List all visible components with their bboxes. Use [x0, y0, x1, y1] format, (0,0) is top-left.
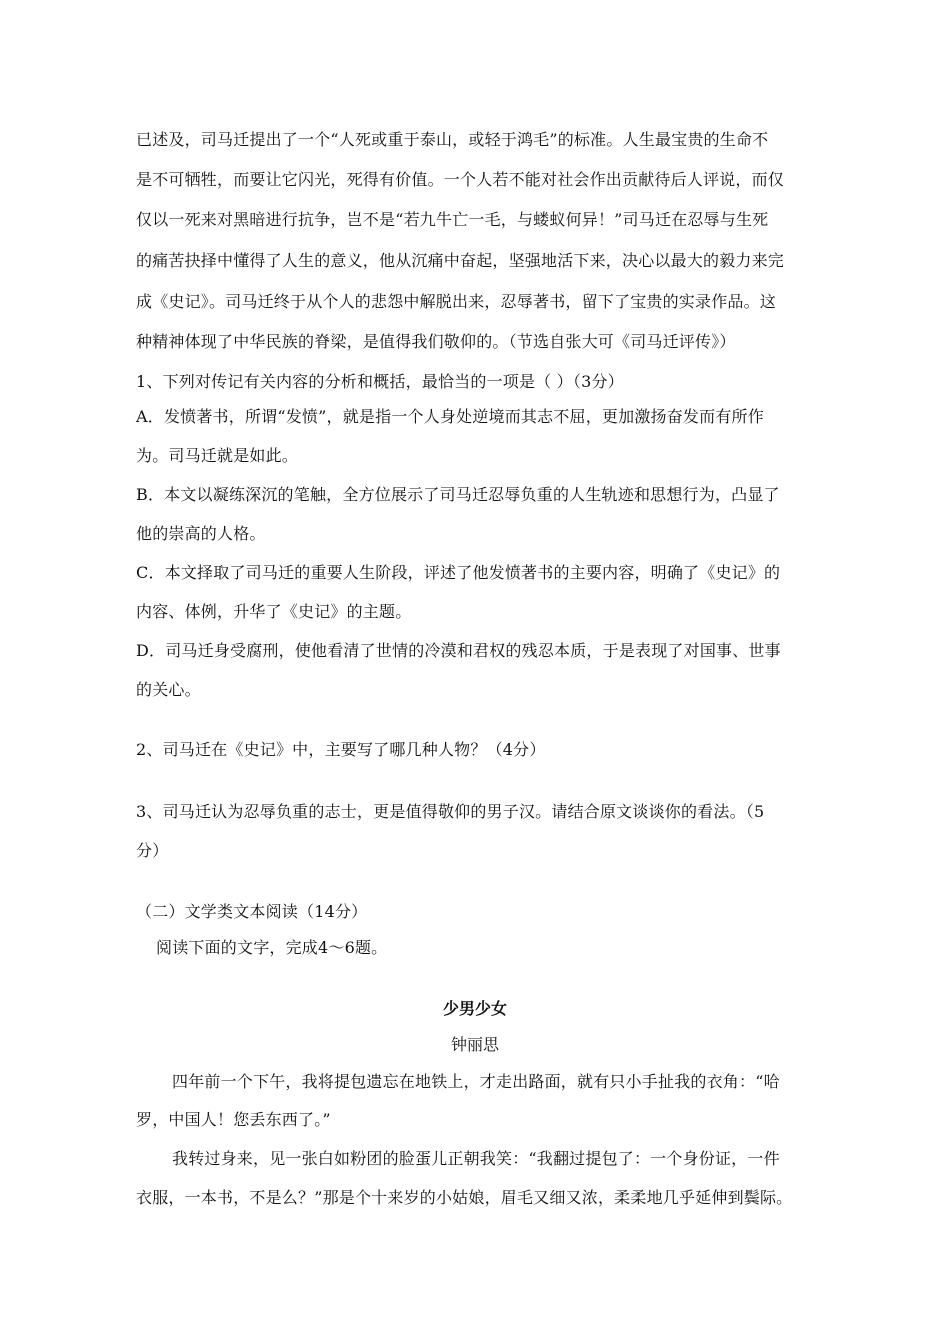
story-title: 少男少女: [442, 999, 507, 1018]
option-c-line: C．本文择取了司马迁的重要人生阶段，评述了他发愤著书的主要内容，明确了《史记》的: [136, 563, 781, 582]
story-paragraph-line: 衣服，一本书，不是么？”那是个十来岁的小姑娘，眉毛又细又浓，柔柔地几乎延伸到鬓际。: [136, 1188, 793, 1207]
option-d-line: 的关心。: [136, 680, 201, 699]
passage-line: 已述及，司马迁提出了一个“人死或重于泰山，或轻于鸿毛”的标准。人生最宝贵的生命不: [136, 130, 769, 149]
option-a-line: 为。司马迁就是如此。: [136, 446, 299, 465]
passage-line: 仅以一死来对黑暗进行抗争，岂不是“若九牛亡一毛，与蝼蚁何异！”司马迁在忍辱与生死: [136, 210, 769, 229]
section-heading: （二）文学类文本阅读（14分）: [136, 902, 368, 921]
question-3-stem-line: 3、司马迁认为忍辱负重的志士，更是值得敬仰的男子汉。请结合原文谈谈你的看法。（5: [136, 802, 765, 821]
section-instruction: 阅读下面的文字，完成4～6题。: [156, 938, 388, 957]
question-3-stem-line: 分）: [136, 841, 169, 860]
passage-line: 是不可牺牲，而要让它闪光，死得有价值。一个人若不能对社会作出贡献待后人评说，而仅: [136, 170, 785, 189]
option-d-line: D．司马迁身受腐刑，使他看清了世情的冷漠和君权的残忍本质，于是表现了对国事、世事: [136, 641, 781, 660]
story-paragraph-line: 四年前一个下午，我将提包遗忘在地铁上，才走出路面，就有只小手扯我的衣角：“哈: [172, 1072, 780, 1091]
question-1-stem: 1、下列对传记有关内容的分析和概括，最恰当的一项是（ ）（3分）: [136, 372, 624, 391]
story-paragraph-line: 我转过身来，见一张白如粉团的脸蛋儿正朝我笑：“我翻过提包了：一个身份证，一件: [172, 1149, 780, 1168]
passage-line: 成《史记》。司马迁终于从个人的悲怨中解脱出来，忍辱著书，留下了宝贵的实录作品。这: [136, 292, 777, 311]
option-c-line: 内容、体例，升华了《史记》的主题。: [136, 602, 412, 621]
option-b-line: 他的崇高的人格。: [136, 524, 266, 543]
story-author: 钟丽思: [450, 1035, 499, 1054]
option-b-line: B．本文以凝练深沉的笔触，全方位展示了司马迁忍辱负重的人生轨迹和思想行为，凸显了: [136, 485, 780, 504]
story-paragraph-line: 罗，中国人！您丢东西了。”: [136, 1110, 331, 1129]
passage-line: 的痛苦抉择中懂得了人生的意义，他从沉痛中奋起，坚强地活下来，决心以最大的毅力来完: [136, 251, 785, 270]
option-a-line: A．发愤著书，所谓“发愤”，就是指一个人身处逆境而其志不屈，更加激扬奋发而有所作: [136, 407, 764, 426]
question-2-stem: 2、司马迁在《史记》中，主要写了哪几种人物？（4分）: [136, 740, 546, 759]
passage-line: 种精神体现了中华民族的脊梁，是值得我们敬仰的。（节选自张大可《司马迁评传》）: [136, 332, 736, 351]
